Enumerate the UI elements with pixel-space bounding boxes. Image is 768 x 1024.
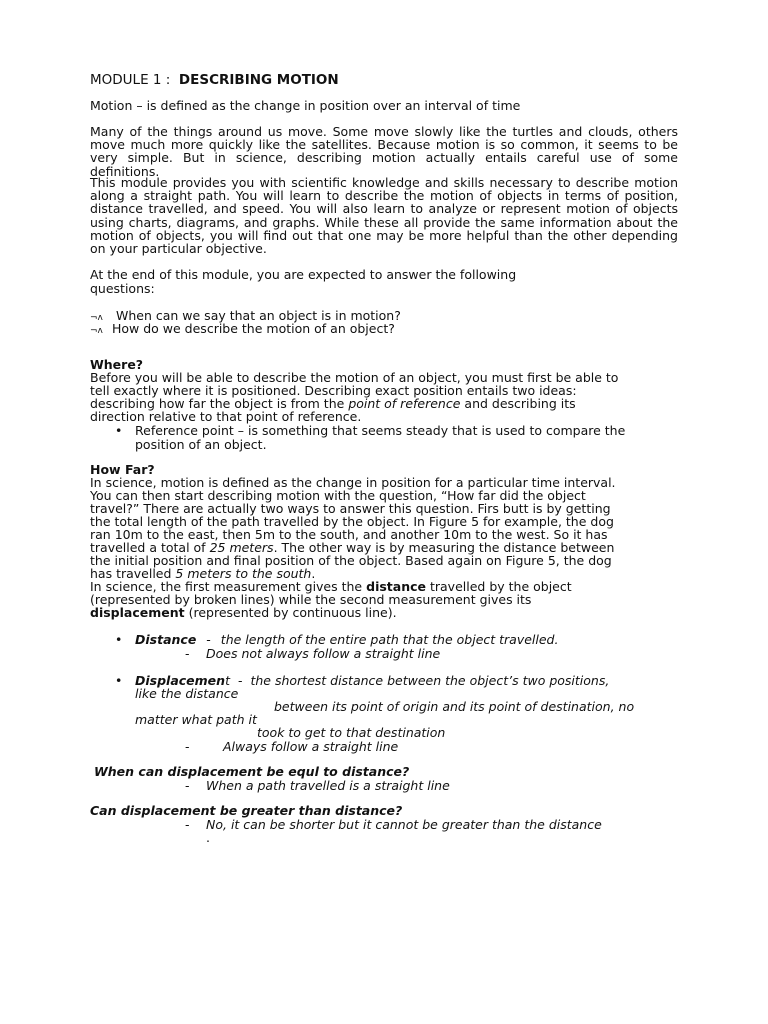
displacement-definition-cont: matter what path it [135,712,257,727]
how-far-line: travel?” There are actually two ways to answer this question. Firs butt is by getting [90,501,611,516]
question-heading-equal: When can displacement be equl to distance? [94,764,410,779]
how-far-line: has travelled 5 meters to the south. [90,566,316,581]
intro-paragraph-2: This module provides you with scientific knowledge and skills necessary to describe motion along a straight path. You will learn to describe the motion of objects in terms of position, distance travelled, and speed. You will also learn to analyze or represent motion of objects using charts, diagrams, and graphs. While these all provide the same information about the motion of objects, you will find out that one may be more helpful than the other depending on your particular objective. [90,175,678,257]
question-heading-greater: Can displacement be greater than distance? [90,803,403,818]
answer-equal: When a path travelled is a straight line [206,778,450,793]
dash-marker: - [185,646,190,661]
objective-line-1: At the end of this module, you are expected to answer the following [90,267,517,282]
dash-marker: - [185,778,190,793]
reference-point-definition-cont: position of an object. [135,437,267,452]
where-line: Before you will be able to describe the motion of an object, you must first be able to [90,370,619,385]
filled-circle-icon: • [115,673,123,688]
how-far-line: ran 10m to the east, then 5m to the south, and another 10m to the west. So it has [90,527,608,542]
how-far-line: the initial position and final position of the object. Based again on Figure 5, the dog [90,553,612,568]
double-arrow-bullet-icon: ¬ᴧ [90,326,103,336]
displacement-definition-cont: like the distance [135,686,239,701]
reference-point-definition: Reference point – is something that seems steady that is used to compare the [135,423,626,438]
double-arrow-bullet-icon: ¬ᴧ [90,313,103,323]
question-item: ¬ᴧ How do we describe the motion of an object? [90,321,395,336]
distance-definition: Distance - the length of the entire path that the object travelled. [135,632,559,647]
distance-note: Does not always follow a straight line [206,646,441,661]
how-far-line: displacement (represented by continuous line). [90,605,397,620]
motion-definition: Motion – is defined as the change in position over an interval of time [90,98,521,113]
where-line: direction relative to that point of reference. [90,409,362,424]
how-far-line: You can then start describing motion with the question, “How far did the object [90,488,586,503]
page-title [90,72,339,88]
how-far-line: In science, the first measurement gives the distance travelled by the object [90,579,572,594]
displacement-definition-cont: between its point of origin and its point of destination, no [274,699,635,714]
section-heading-where: Where? [90,357,144,372]
filled-circle-icon: • [115,423,123,438]
displacement-definition: Displacement - the shortest distance between the object’s two positions, [135,673,610,688]
where-line: describing how far the object is from the point of reference and describing its [90,396,576,411]
answer-greater: No, it can be shorter but it cannot be greater than the distance [206,817,602,832]
dash-marker: - [185,817,190,832]
intro-paragraph-1: Many of the things around us move. Some move slowly like the turtles and clouds, others move much more quickly like the satellites. Because motion is so common, it seems to be very simple. But in science, describing motion actually entails careful use of some definitions. [90,124,678,179]
how-far-line: the total length of the path travelled by the object. In Figure 5 for example, the dog [90,514,614,529]
how-far-line: (represented by broken lines) while the second measurement gives its [90,592,532,607]
how-far-line: travelled a total of 25 meters. The other way is by measuring the distance between [90,540,615,555]
trailing-period: . [206,830,210,845]
question-item: ¬ᴧ When can we say that an object is in motion? [90,308,401,323]
filled-circle-icon: • [115,632,123,647]
title-main: DESCRIBING MOTION [178,72,339,88]
objective-line-2: questions: [90,281,155,296]
dash-marker: - [185,739,190,754]
how-far-line: In science, motion is defined as the change in position for a particular time interval. [90,475,616,490]
displacement-definition-cont: took to get to that destination [257,725,446,740]
where-line: tell exactly where it is positioned. Describing exact position entails two ideas: [90,383,577,398]
title-prefix: MODULE 1 : [90,72,171,88]
displacement-note: Always follow a straight line [223,739,399,754]
section-heading-how-far: How Far? [90,462,155,477]
